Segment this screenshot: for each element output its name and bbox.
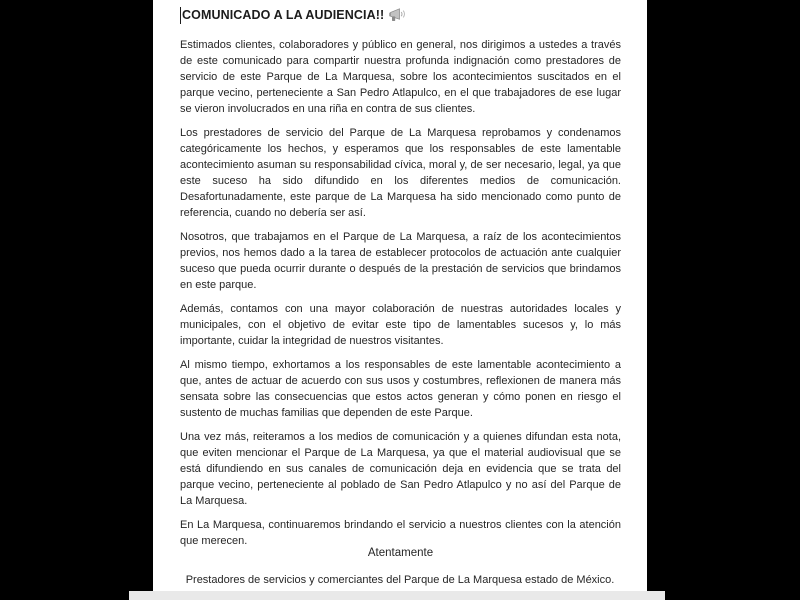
paragraph-1: Estimados clientes, colaboradores y público en general, nos dirigimos a ustedes a través de este comunicado para compartir nuestra profunda indignación como prestadores de servicio de este Parque de La Marquesa, sobre los acontecimientos suscitados en el parque vecino, perteneciente a San Pedro Atlapulco, en el que trabajadores de ese lugar se vieron involucrados en una riña en contra de sus clientes. (180, 39, 621, 115)
text-cursor (180, 7, 181, 24)
paragraph-5: Al mismo tiempo, exhortamos a los responsables de este lamentable acontecimiento a que, antes de actuar de acuerdo con sus usos y costumbres, reflexionen de manera más sensata sobre las consecuencias que estos actos generan y cómo ponen en riesgo el sustento de muchas familias que dependen de este Parque. (180, 359, 621, 419)
title-row (180, 5, 621, 25)
paragraph-7: En La Marquesa, continuaremos brindando el servicio a nuestros clientes con la atención que merecen. (180, 519, 621, 547)
paragraph-4: Además, contamos con una mayor colaboración de nuestras autoridades locales y municipales, con el objetivo de evitar este tipo de lamentables sucesos y, lo más importante, cuidar la integridad de nuestros visitantes. (180, 303, 621, 347)
closing-text: Atentamente (367, 547, 434, 559)
page-title: COMUNICADO A LA AUDIENCIA!! (182, 8, 385, 22)
paragraph-3: Nosotros, que trabajamos en el Parque de La Marquesa, a raíz de los acontecimientos previos, nos hemos dado a la tarea de establecer protocolos de actuación ante cualquier suceso que pueda ocurrir durante o después de la prestación de servicios que brindamos en este parque. (180, 231, 621, 291)
document-page (153, 0, 647, 591)
signature-text: Prestadores de servicios y comerciantes del Parque de La Marquesa estado de México. (185, 574, 615, 586)
bottom-strip (129, 591, 665, 600)
paragraph-2: Los prestadores de servicio del Parque de La Marquesa reprobamos y condenamos categóricamente los hechos, y esperamos que los responsables de este lamentable acontecimiento asuman su responsabilidad cívica, moral y, de ser necesario, legal, ya que este suceso ha sido difundido en los diferentes medios de comunicación. Desafortunadamente, este parque de La Marquesa ha sido mencionado como punto de referencia, cuando no debería ser así. (180, 127, 621, 219)
megaphone-icon (389, 8, 406, 22)
document-content (153, 0, 647, 591)
paragraph-6: Una vez más, reiteramos a los medios de comunicación y a quienes difundan esta nota, que eviten mencionar el Parque de La Marquesa, ya que el material audiovisual que se está difundiendo en sus canales de comunicación deja en evidencia que se trata del parque vecino, perteneciente al poblado de San Pedro Atlapulco y no así del Parque de La Marquesa. (180, 431, 621, 507)
